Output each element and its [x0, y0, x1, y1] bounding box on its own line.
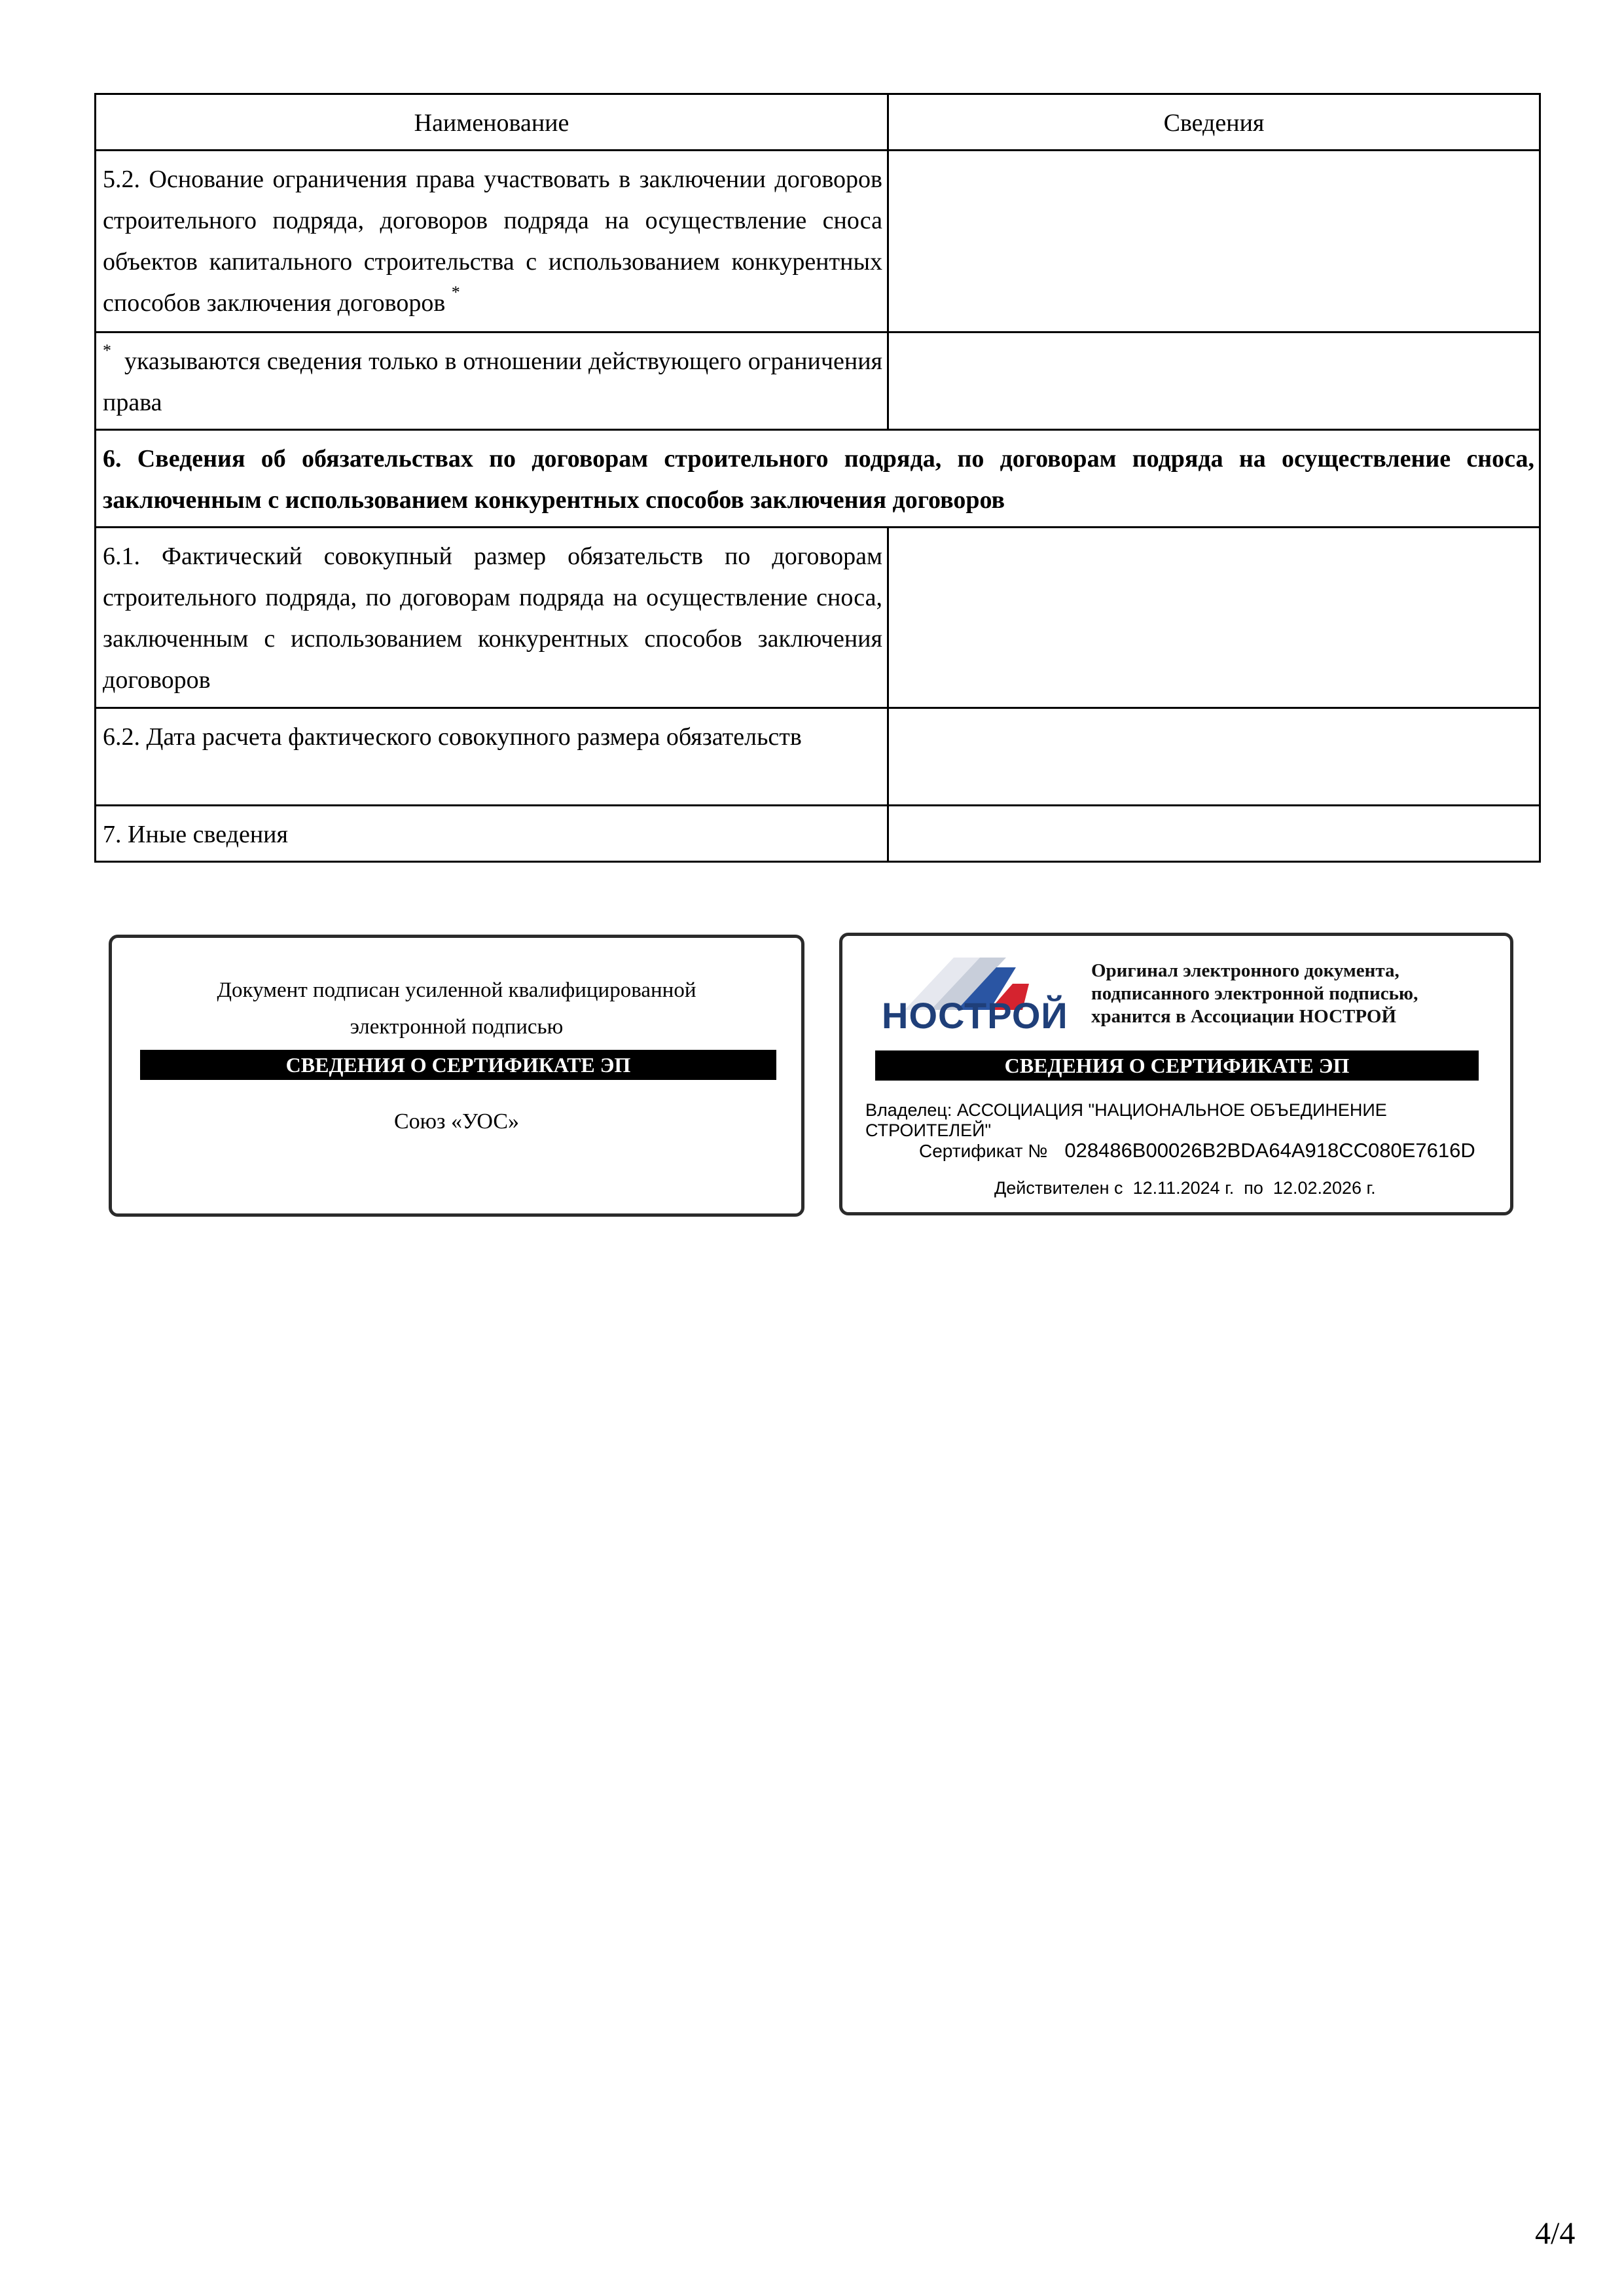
row-6-2-text: 6.2. Дата расчета фактического совокупного размера обязательств [103, 723, 802, 751]
valid-to-label: по [1244, 1178, 1263, 1198]
certificate-label: Сертификат № [919, 1141, 1048, 1161]
row-7-name [96, 806, 888, 862]
header-name-cell [96, 94, 888, 151]
info-table [94, 93, 1541, 863]
certificate-number-line [919, 1139, 1475, 1162]
page-number: 4/4 [1535, 2216, 1576, 2251]
original-note-line2: подписанного электронной подписью, [1091, 983, 1418, 1004]
header-name: Наименование [414, 109, 569, 137]
row-7-value [888, 806, 1540, 862]
row-5-2-text: 5.2. Основание ограничения права участвовать в заключении договоров строительного подряда, договоров подряда на осуществление сноса объектов капитального строительства с использованием конкурентных способов заключения договоров [103, 166, 882, 317]
row-6-2-name [96, 708, 888, 806]
stamp-signed-line1: Документ подписан усиленной квалифицированной [217, 978, 696, 1002]
row-5-2-value [888, 151, 1540, 332]
valid-to: 12.02.2026 г. [1272, 1178, 1376, 1198]
row-5-2-asterisk: * [451, 283, 460, 302]
signature-stamp-left [109, 935, 804, 1217]
certificate-info-bar-right: СВЕДЕНИЯ О СЕРТИФИКАТЕ ЭП [875, 1050, 1479, 1081]
stamp-signed-line2: электронной подписью [350, 1015, 564, 1039]
certificate-info-bar: СВЕДЕНИЯ О СЕРТИФИКАТЕ ЭП [140, 1050, 776, 1080]
nostroy-logo-text: НОСТРОЙ [882, 995, 1068, 1036]
footnote-value [888, 332, 1540, 430]
original-note-line1: Оригинал электронного документа, [1091, 960, 1399, 981]
row-5-2-name [96, 151, 888, 332]
valid-from-label: Действителен с [994, 1178, 1123, 1198]
row-6-1-text: 6.1. Фактический совокупный размер обязательств по договорам строительного подряда, по договорам подряда на осуществление сноса, заключенным с использованием конкурентных способов заключения договоров [103, 543, 882, 694]
row-7-text: 7. Иные сведения [103, 821, 288, 848]
stamp-org: Союз «УОС» [393, 1109, 520, 1134]
row-6-2-value [888, 708, 1540, 806]
header-info-cell [888, 94, 1540, 151]
valid-from: 12.11.2024 г. [1132, 1178, 1235, 1198]
row-6-1-name [96, 528, 888, 708]
certificate-owner: Владелец: АССОЦИАЦИЯ "НАЦИОНАЛЬНОЕ ОБЪЕДИНЕНИЕ СТРОИТЕЛЕЙ" [865, 1100, 1387, 1140]
original-storage-note [1091, 960, 1418, 1028]
signature-stamp-right [839, 933, 1513, 1215]
footnote-text: указываются сведения только в отношении действующего ограничения права [103, 348, 883, 416]
original-note-line3: хранится в Ассоциации НОСТРОЙ [1091, 1006, 1397, 1027]
section-6-title: 6. Сведения об обязательствах по договорам строительного подряда, по договорам подряда на осуществление сноса, заключенным с использованием конкурентных способов заключения договоров [103, 445, 1534, 514]
section-6-header [96, 430, 1540, 528]
row-6-1-value [888, 528, 1540, 708]
certificate-validity [994, 1178, 1376, 1198]
header-info: Сведения [1163, 109, 1265, 137]
certificate-number: 028486B00026B2BDA64A918CC080E7616D [1064, 1139, 1475, 1162]
footnote-asterisk: * [103, 341, 111, 361]
footnote-cell [96, 332, 888, 430]
